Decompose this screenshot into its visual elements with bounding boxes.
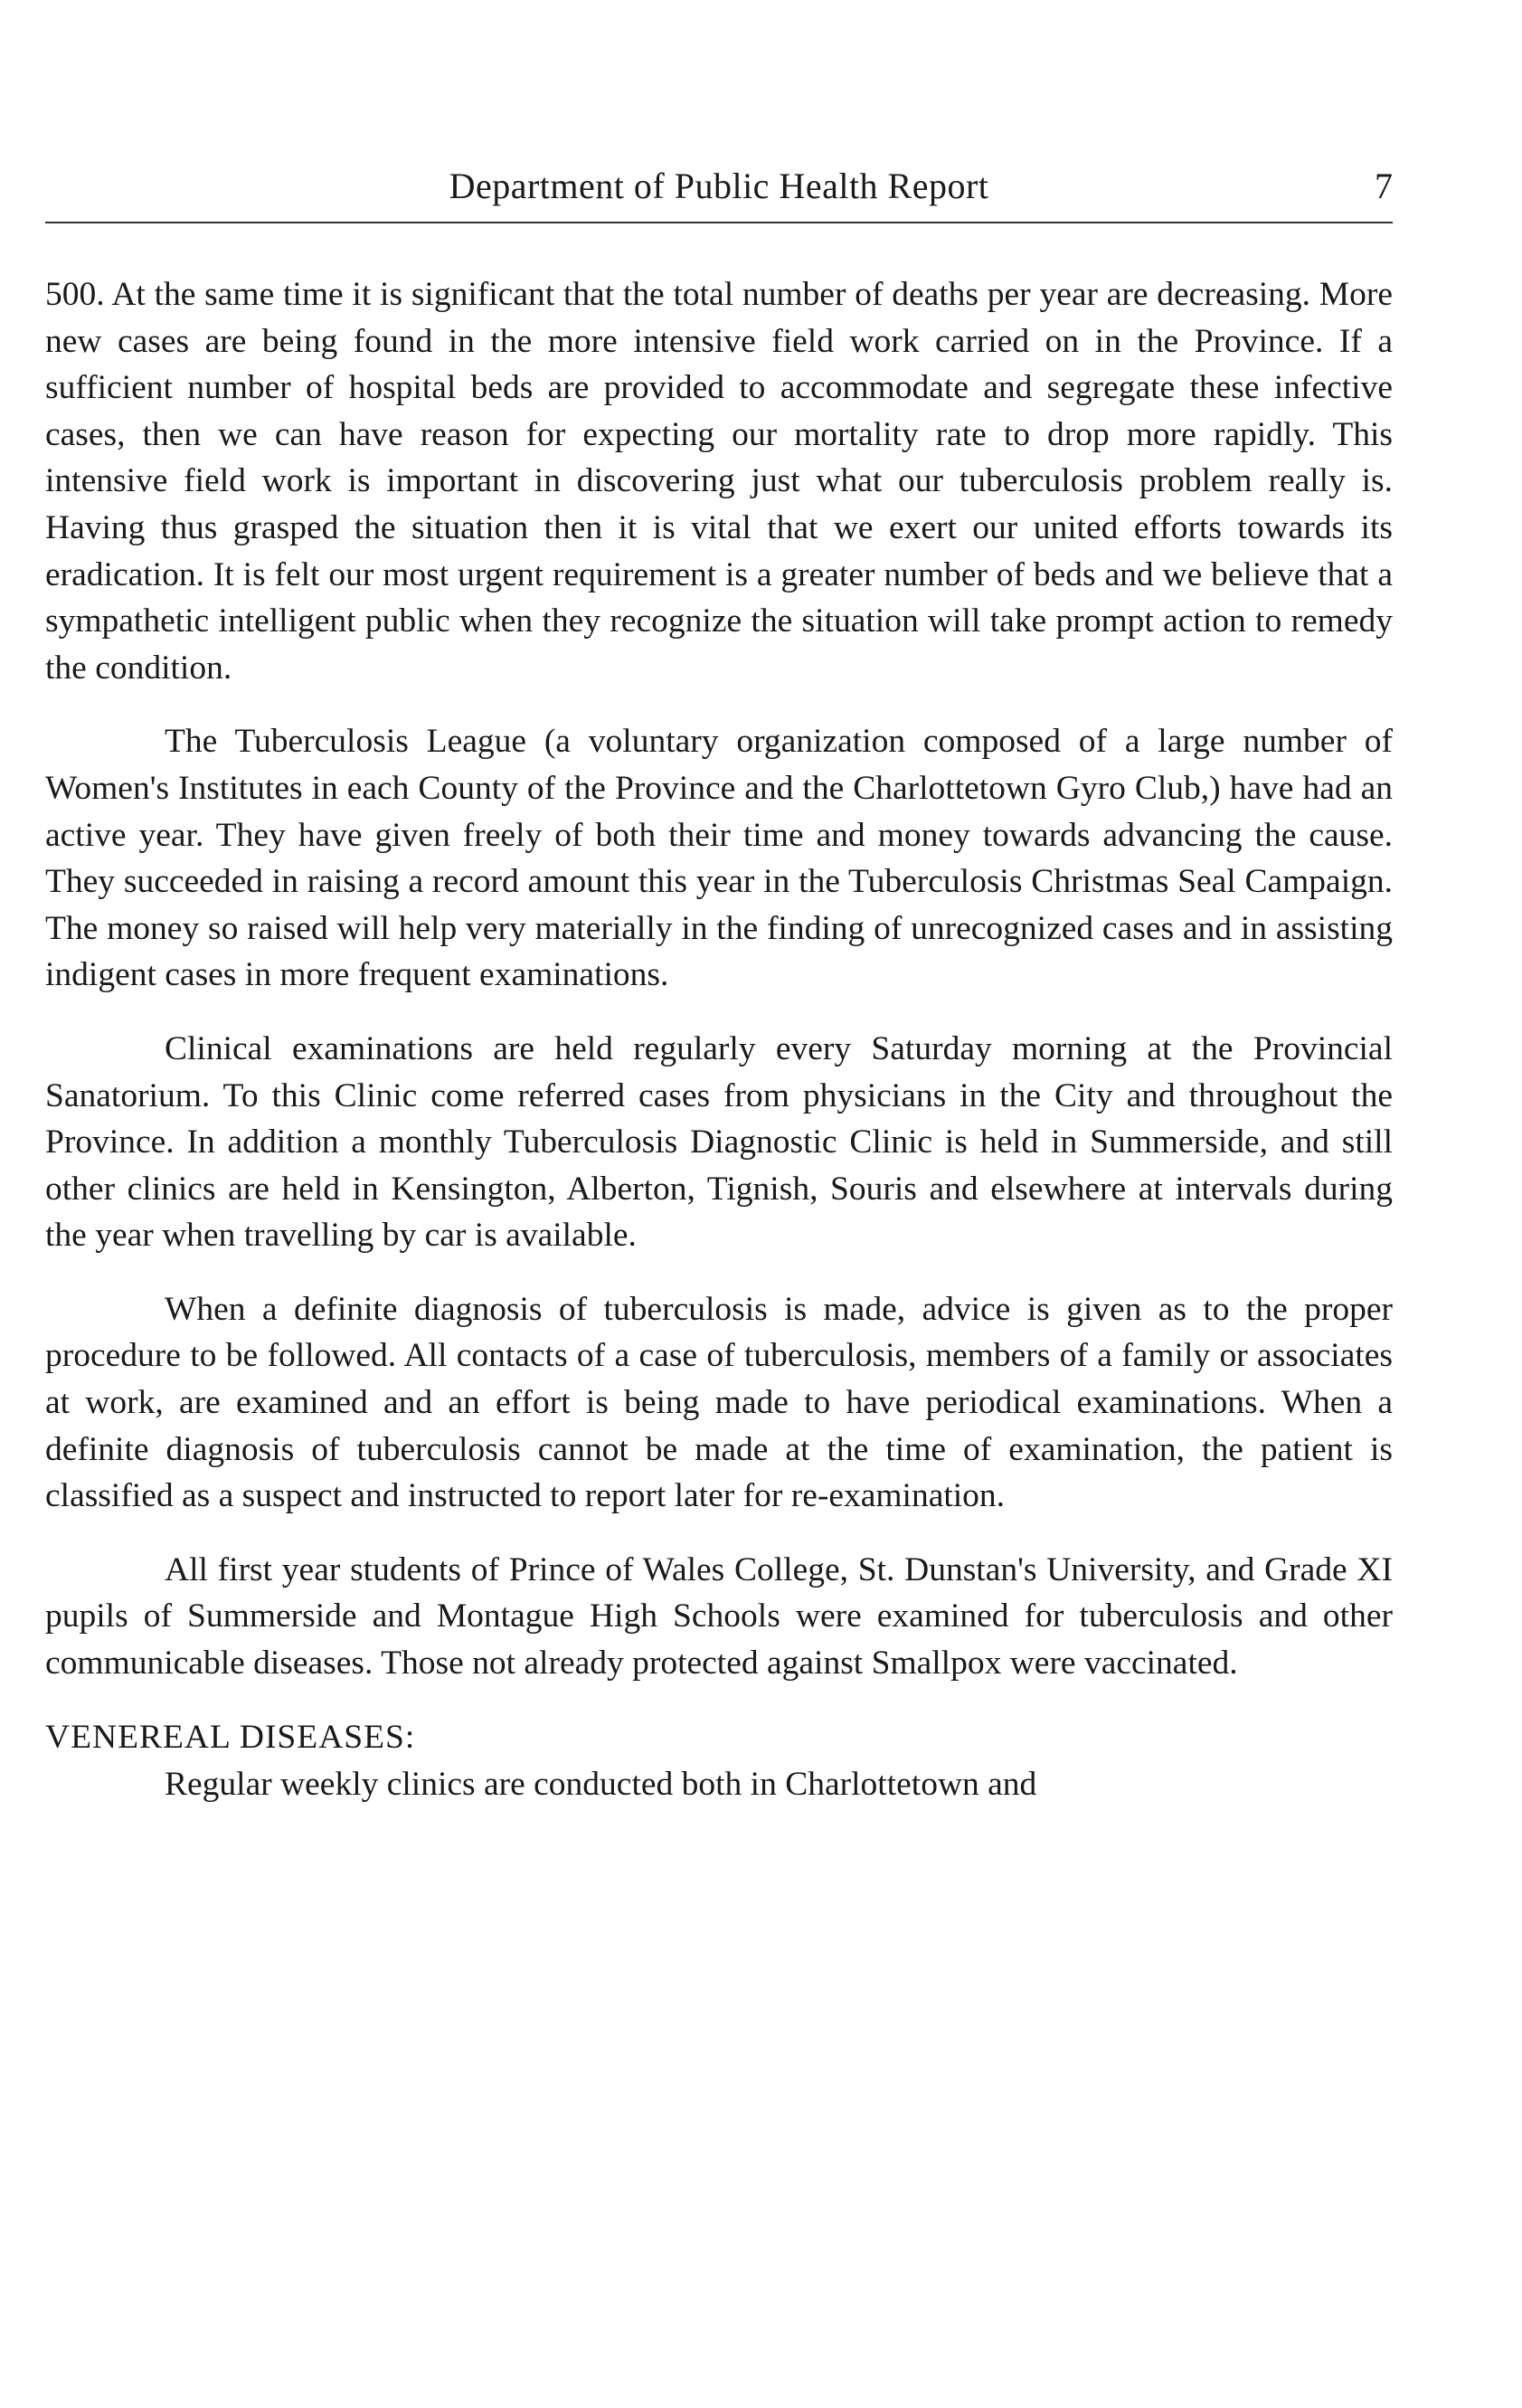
paragraph-tb-league: The Tuberculosis League (a voluntary organization composed of a large number of Women's Institutes in each County of the Province and the Charlottetown Gyro Club,) have had an active year. They have given freely of both their time and money towards advancing the cause. They succeeded in raising a record amount this year in the Tuberculosis Christmas Seal Campaign. The money so raised will help very materially in the finding of unrecognized cases and in assisting indigent cases in more frequent examinations. [45,723,1393,994]
paragraph-tb-continuation: 500. At the same time it is significant that the total number of deaths per year are decreasing. More new cases are being found in the more intensive field work carried on in the Province. If a sufficient number of hospital beds are provided to accommodate and segregate these infective cases, then we can have reason for expecting our mortality rate to drop more rapidly. This intensive field work is important in discovering just what our tuberculosis problem really is. Having thus grasped the situation then it is vital that we exert our united efforts towards its eradication. It is felt our most urgent requirement is a greater number of beds and we believe that a sympathetic intelligent public when they recognize the situation will take prompt action to remedy the condition. [45,276,1393,687]
running-header [45,159,1393,213]
paragraph-clinical-examinations: Clinical examinations are held regularly every Saturday morning at the Provincial Sanatorium. To this Clinic come referred cases from physicians in the City and throughout the Province. In addition a monthly Tuberculosis Diagnostic Clinic is held in Summerside, and still other clinics are held in Kensington, Alberton, Tignish, Souris and elsewhere at intervals during the year when travelling by car is available. [45,1029,1393,1255]
header-title: Department of Public Health Report [449,166,989,206]
page-number: 7 [1375,166,1393,206]
body-text [45,271,1393,1807]
section-heading-venereal-diseases: VENEREAL DISEASES: [45,1718,416,1756]
paragraph-venereal-clinics: Regular weekly clinics are conducted both in Charlottetown and [165,1765,1037,1803]
header-rule [45,222,1393,223]
paragraph-diagnosis: When a definite diagnosis of tuberculosis is made, advice is given as to the proper procedure to be followed. All contacts of a case of tuberculosis, members of a family or associates at work, are examined and an effort is being made to have periodical examinations. When a definite diagnosis of tuberculosis cannot be made at the time of examination, the patient is classified as a suspect and instructed to report later for re-examination. [45,1290,1393,1515]
paragraph-students: All first year students of Prince of Wales College, St. Dunstan's University, and Grade XI pupils of Summerside and Montague High Schools were examined for tuberculosis and other communicable diseases. Those not already protected against Smallpox were vaccinated. [45,1550,1393,1683]
